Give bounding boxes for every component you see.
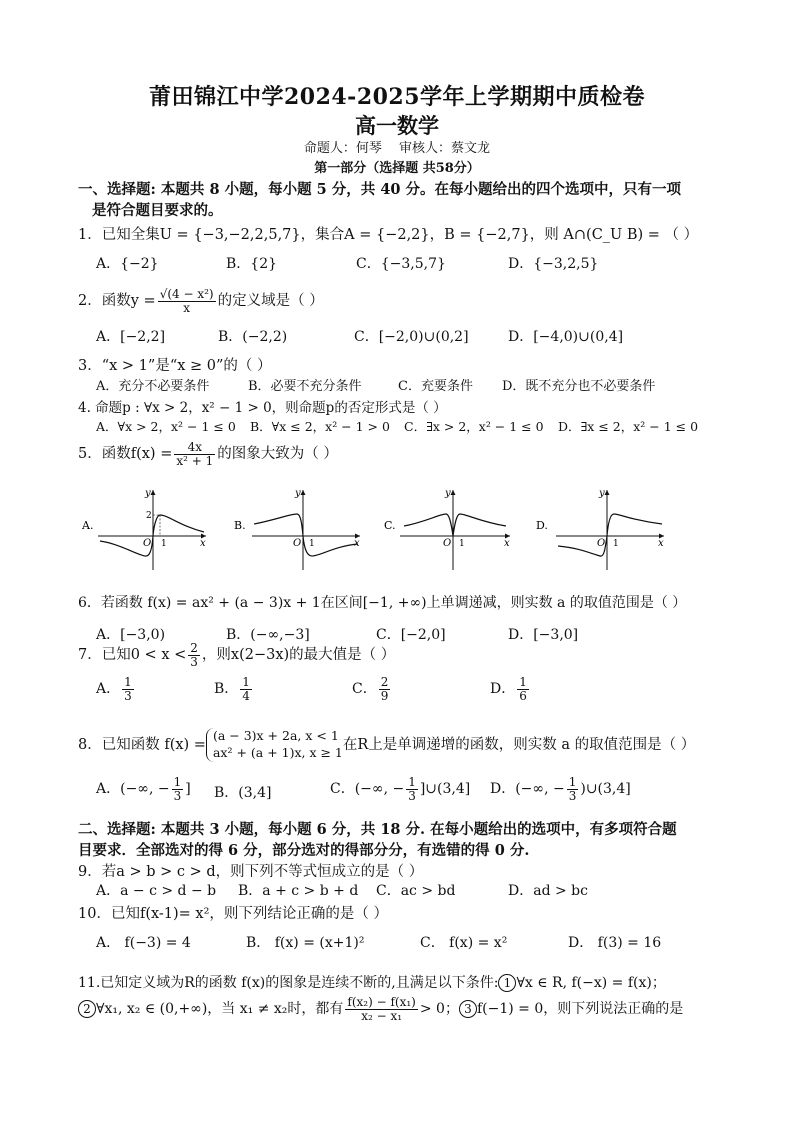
q9-option-c: C．ac > bd (376, 883, 456, 899)
q2-suffix: 的定义域是（ ） (217, 293, 324, 310)
section-one-intro-1: 一、选择题: 本题共 8 小题，每小题 5 分，共 40 分。在每小题给出的四个选项中，只有一项 (78, 181, 682, 198)
graph-b-one: 1 (309, 539, 315, 549)
q4-option-a: A．∀x > 2，x² − 1 ≤ 0 (96, 419, 236, 434)
graph-c-label: C. (384, 519, 396, 532)
q7-prefix: 7．已知0 < x < (78, 647, 187, 664)
q8-a-num: 1 (173, 775, 182, 789)
q8-option-c (330, 776, 470, 802)
q11-cond1: ∀x ∈ R, f(−x) = f(x)； (516, 975, 666, 991)
q7-c-frac (379, 676, 391, 702)
q11-frac-num: f(x₂) − f(x₁) (347, 995, 416, 1009)
q2-fraction (158, 288, 216, 314)
q8-option-b: B．(3,4] (214, 785, 272, 801)
graph-b (234, 488, 360, 570)
q2-option-d: D．[−4,0)∪(0,4] (508, 329, 624, 345)
q4-stem: 4. 命题p : ∀x > 2，x² − 1 > 0，则命题p的否定形式是（ ） (78, 400, 447, 416)
q1-option-c: C．{−3,5,7} (356, 256, 446, 272)
q2-option-b: B．(−2,2) (218, 329, 288, 345)
q9-option-d: D．ad > bc (508, 883, 588, 899)
q7-d-frac (517, 676, 529, 702)
q11-line1 (78, 972, 666, 992)
q4-option-d: D．∃x ≤ 2，x² − 1 ≤ 0 (558, 419, 699, 434)
author-line: 命题人：何琴 审核人：蔡文龙 (303, 141, 491, 156)
q8-case2: ax² + (a + 1)x, x ≥ 1 (212, 744, 343, 760)
graph-b-y: y (295, 488, 301, 499)
graph-d-y: y (599, 488, 605, 499)
q10-option-c: C． f(x) = x² (420, 935, 508, 951)
q8-d-den: 3 (568, 788, 577, 803)
q8-case1: (a − 3)x + 2a, x < 1 (212, 728, 339, 743)
q3-option-d: D．既不充分也不必要条件 (502, 379, 656, 394)
q8-piecewise (206, 728, 343, 762)
q1-stem: 1．已知全集U = {−3,−2,2,5,7}，集合A = {−2,2}，B = {−2,7}，则 A∩(C_U B) = （ ） (78, 227, 699, 243)
q8-suffix: 在R上是单调递增的函数，则实数 a 的取值范围是（ ） (342, 736, 696, 753)
q8-a-end: ] (185, 781, 191, 798)
q2-option-a: A．[−2,2] (96, 329, 166, 345)
q5-graph-options (0, 484, 794, 574)
q7-b-label: B． (214, 681, 239, 698)
q11-line2 (78, 996, 683, 1022)
q9-option-a: A．a − c > d − b (96, 883, 217, 899)
q2-frac-num: √(4 − x²) (159, 287, 214, 301)
graph-a-o: O (143, 538, 152, 549)
q6-option-d: D．[−3,0] (508, 627, 579, 643)
graph-c-x: x (504, 538, 510, 549)
q11-cond1-marker: 1 (498, 974, 516, 992)
q8-c-end: ]∪(3,4] (419, 781, 471, 798)
q8-a-label: A．(−∞, − (96, 781, 170, 798)
graph-d-x: x (658, 538, 664, 549)
section-one-intro-2: 是符合题目要求的。 (92, 202, 223, 219)
q8-d-end: )∪(3,4] (580, 781, 631, 798)
q11-cond2-marker: 2 (78, 1000, 96, 1018)
q2-option-c: C．[−2,0)∪(0,2] (354, 329, 469, 345)
graph-d (536, 488, 664, 570)
q7-option-a (96, 676, 136, 702)
q5-frac-den: x² + 1 (176, 453, 214, 468)
q7-stem (78, 642, 395, 668)
q7-c-den: 9 (380, 688, 389, 703)
graph-a-y: y (145, 488, 151, 499)
q11-cond2-end: > 0； (419, 1001, 459, 1018)
q5-suffix: 的图象大致为（ ） (217, 446, 338, 463)
q8-d-label: D．(−∞, − (490, 781, 565, 798)
q2-prefix: 2．函数y = (78, 293, 156, 310)
q1-option-a: A．{−2} (96, 256, 159, 272)
graph-c (384, 488, 510, 570)
q8-a-frac (172, 776, 184, 802)
section-two-intro-2: 目要求．全部选对的得 6 分，部分选对的得部分分，有选错的得 0 分. (78, 842, 530, 859)
q5-stem (78, 441, 338, 467)
q6-stem: 6．若函数 f(x) = ax² + (a − 3)x + 1在区间[−1, +∞)上单调递减，则实数 a 的取值范围是（ ） (78, 595, 687, 611)
q8-prefix: 8．已知函数 f(x) = (78, 736, 206, 753)
q7-b-frac (240, 676, 252, 702)
q11-cond2: ∀x₁, x₂ ∈ (0,+∞)，当 x₁ ≠ x₂时，都有 (96, 1001, 344, 1018)
q7-c-label: C． (352, 681, 377, 698)
graph-d-one: 1 (613, 539, 619, 549)
graph-c-y: y (445, 488, 451, 499)
section-two-intro-1: 二、选择题: 本题共 3 小题，每小题 6 分，共 18 分. 在每小题给出的选项中，有多项符合题 (78, 821, 677, 838)
graph-a-two: 2 (146, 511, 152, 521)
q7-frac-den: 3 (190, 654, 198, 669)
q6-option-c: C．[−2,0] (376, 627, 446, 643)
q10-option-a: A． f(−3) = 4 (96, 935, 191, 951)
q11-cond3: f(−1) = 0，则下列说法正确的是 (476, 1001, 684, 1018)
q10-option-b: B． f(x) = (x+1)² (246, 935, 365, 951)
q9-option-b: B．a + c > b + d (238, 883, 359, 899)
q6-option-b: B．(−∞,−3] (226, 627, 310, 643)
q11-cond3-marker: 3 (459, 1000, 477, 1018)
q2-stem (78, 288, 324, 314)
q10-option-d: D． f(3) = 16 (568, 935, 662, 951)
q7-a-frac (122, 676, 134, 702)
q11-fraction (345, 996, 417, 1022)
graph-a-label: A. (82, 519, 94, 532)
q8-d-frac (567, 776, 579, 802)
q1-option-b: B．{2} (226, 256, 278, 272)
q3-option-b: B．必要不充分条件 (248, 379, 362, 394)
q3-stem: 3．“x > 1”是“x ≥ 0”的（ ） (78, 358, 272, 374)
q5-fraction (174, 441, 215, 467)
q4-option-c: C．∃x > 2，x² − 1 ≤ 0 (404, 419, 544, 434)
q3-option-a: A．充分不必要条件 (96, 379, 210, 394)
q7-a-num: 1 (124, 675, 132, 689)
q11-prefix: 11.已知定义域为R的函数 f(x)的图象是连续不断的,且满足以下条件: (78, 975, 499, 991)
q7-c-num: 2 (380, 675, 389, 689)
graph-b-x: x (354, 538, 360, 549)
q8-d-num: 1 (568, 775, 577, 789)
exam-subtitle: 高一数学 (355, 113, 439, 138)
q8-option-d (490, 776, 631, 802)
q8-stem (78, 728, 695, 762)
q7-a-label: A． (96, 681, 121, 698)
q7-option-d (490, 676, 531, 702)
graph-a-x: x (200, 538, 206, 549)
graph-a (81, 488, 206, 570)
q7-option-b (214, 676, 254, 702)
q7-suffix: ，则x(2−3x)的最大值是（ ） (201, 647, 396, 664)
graph-d-o: O (597, 538, 606, 549)
exam-title: 莆田锦江中学2024-2025学年上学期期中质检卷 (148, 84, 646, 110)
q9-stem: 9．若a > b > c > d，则下列不等式恒成立的是（ ） (78, 864, 424, 880)
q6-option-a: A．[−3,0) (96, 627, 166, 643)
q7-d-num: 1 (519, 675, 527, 689)
q8-a-den: 3 (173, 788, 182, 803)
graph-c-o: O (443, 538, 452, 549)
q8-c-den: 3 (408, 788, 416, 803)
q7-frac-num: 2 (190, 641, 198, 655)
graph-a-one: 1 (161, 539, 167, 549)
q2-frac-den: x (183, 300, 191, 315)
graph-d-label: D. (536, 519, 548, 532)
q5-prefix: 5．函数f(x) = (78, 446, 173, 463)
q3-option-c: C．充要条件 (398, 379, 473, 394)
q7-option-c (352, 676, 392, 702)
q8-c-label: C．(−∞, − (330, 781, 405, 798)
q11-frac-den: x₂ − x₁ (361, 1008, 403, 1023)
q7-a-den: 3 (124, 688, 132, 703)
q7-d-label: D． (490, 681, 516, 698)
graph-b-label: B. (234, 519, 246, 532)
q1-option-d: D．{−3,2,5} (508, 256, 599, 272)
q7-fraction (188, 642, 200, 668)
q7-b-num: 1 (242, 675, 250, 689)
q8-c-frac (406, 776, 418, 802)
part-one-heading: 第一部分（选择题 共58分） (314, 161, 480, 176)
q4-option-b: B．∀x ≤ 2，x² − 1 > 0 (250, 419, 390, 434)
q8-option-a (96, 776, 191, 802)
graph-b-o: O (293, 538, 302, 549)
graph-c-one: 1 (459, 539, 465, 549)
q7-d-den: 6 (519, 688, 527, 703)
q5-frac-num: 4x (174, 441, 215, 455)
q10-stem: 10．已知f(x-1)= x²，则下列结论正确的是（ ） (78, 906, 389, 922)
q8-c-num: 1 (408, 775, 416, 789)
q7-b-den: 4 (242, 688, 250, 703)
